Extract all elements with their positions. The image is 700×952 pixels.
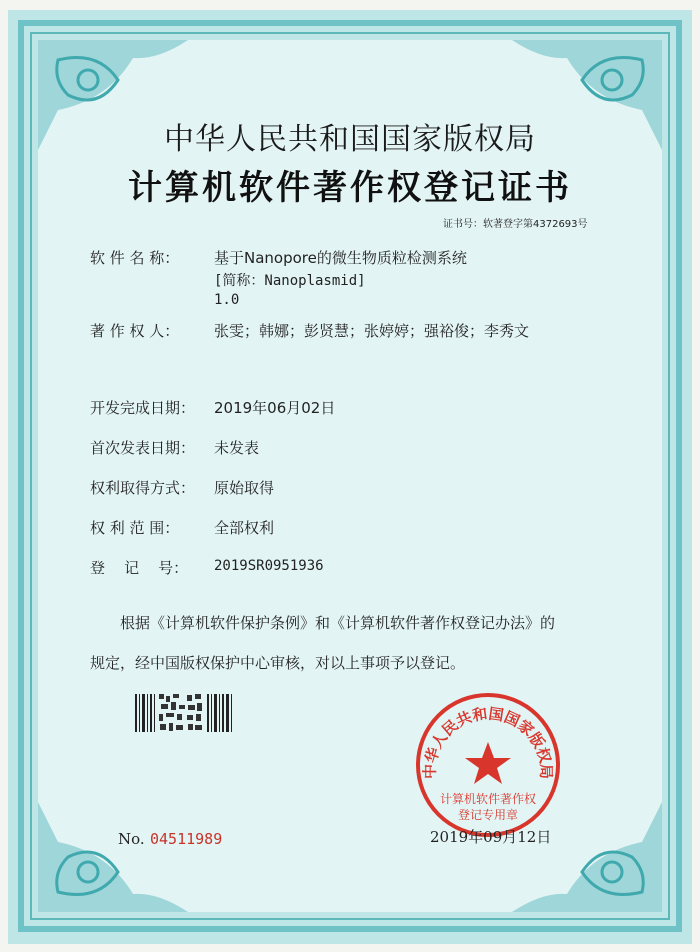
certificate-number-label: 证书号： — [443, 219, 483, 230]
completion-date-label: 开发完成日期： — [90, 399, 196, 417]
rights-scope-label: 权 利 范 围： — [90, 519, 180, 537]
issue-date: 2019年09月12日 — [430, 828, 552, 846]
seal-outer-text: 中华人民共和国国家版权局 — [420, 704, 556, 780]
publication-date-label: 首次发表日期： — [90, 439, 196, 457]
statement-line-1: 根据《计算机软件保护条例》和《计算机软件著作权登记办法》的 — [120, 614, 556, 632]
corner-ornament-bottom-left-icon — [38, 802, 188, 912]
acquisition-method-value: 原始取得 — [214, 479, 275, 497]
certificate-number-value: 软著登字第4372693号 — [483, 219, 588, 230]
seal-inner-line-1: 计算机软件著作权 — [439, 792, 537, 806]
software-short-name: [简称：Nanoplasmid] — [214, 273, 366, 289]
certificate-title: 计算机软件著作权登记证书 — [128, 168, 572, 208]
acquisition-method-label: 权利取得方式： — [90, 479, 196, 497]
completion-date-value: 2019年06月02日 — [214, 399, 336, 417]
certificate-number — [443, 215, 588, 230]
seal-inner-line-2: 登记专用章 — [457, 808, 519, 822]
copyright-owner-value: 张雯；韩娜；彭贤慧；张婷婷；强裕俊；李秀文 — [214, 322, 530, 340]
rights-scope-value: 全部权利 — [214, 519, 275, 537]
registration-number-value: 2019SR0951936 — [214, 558, 324, 574]
software-version: 1.0 — [214, 292, 240, 308]
copyright-owner-label: 著 作 权 人： — [90, 322, 180, 340]
issuing-authority: 中华人民共和国国家版权局 — [164, 122, 536, 157]
barcode-icon — [135, 692, 235, 734]
serial-number-value: 04511989 — [150, 830, 223, 848]
publication-date-value: 未发表 — [214, 439, 260, 457]
registration-number-label: 登 记 号： — [90, 559, 189, 577]
serial-number-label: No. — [118, 830, 145, 848]
statement-line-2: 规定，经中国版权保护中心审核，对以上事项予以登记。 — [90, 654, 466, 672]
software-name-label: 软 件 名 称： — [90, 249, 180, 267]
official-seal-icon — [413, 690, 563, 840]
software-name-value: 基于Nanopore的微生物质粒检测系统 — [214, 249, 467, 267]
